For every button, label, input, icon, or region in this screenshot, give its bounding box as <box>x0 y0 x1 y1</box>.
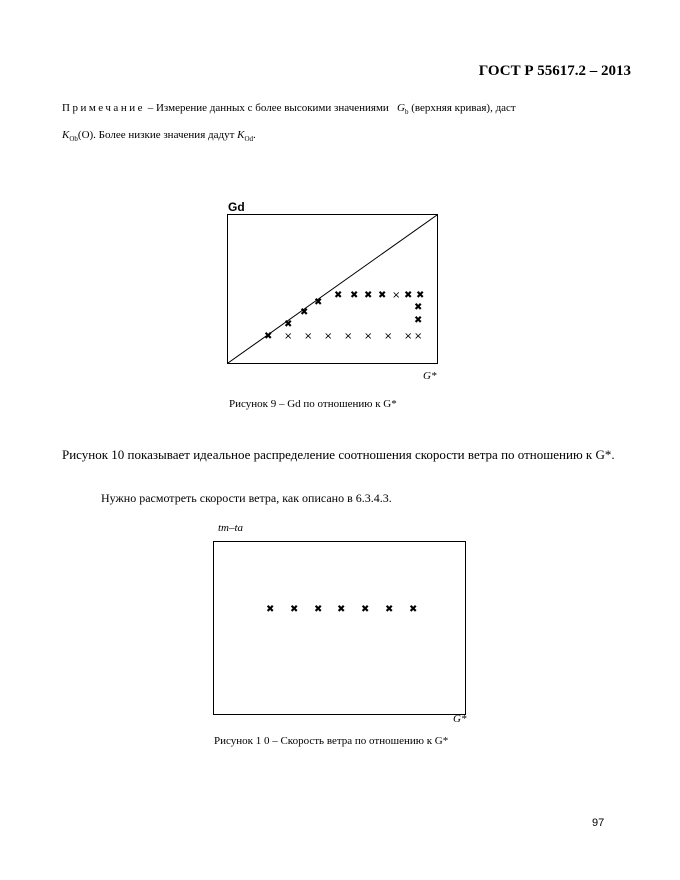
figure10-marker: ✖ <box>409 604 418 615</box>
figure9-plot-area <box>227 214 438 364</box>
figure9-marker: × <box>404 331 413 342</box>
note-text-3: (O). Более низкие значения дадут <box>77 129 235 142</box>
figure10-marker: ✖ <box>314 604 323 615</box>
figure9-marker: × <box>392 290 401 301</box>
figure10-marker: ✖ <box>337 604 346 615</box>
figure10-marker: ✖ <box>266 604 275 615</box>
figure9-marker: ✖ <box>264 331 273 342</box>
figure9-marker: × <box>284 331 293 342</box>
figure9-marker: ✖ <box>300 307 309 318</box>
note-text-2: (верхняя кривая), даст <box>411 102 516 114</box>
figure9-marker: ✖ <box>416 290 425 301</box>
figure9-marker: ✖ <box>284 319 293 330</box>
note-k2-symbol: K <box>237 129 245 142</box>
figure10-caption: Рисунок 1 0 – Скорость ветра по отношению к G* <box>214 735 449 747</box>
figure9-caption: Рисунок 9 – Gd по отношению к G* <box>229 398 397 410</box>
document-header: ГОСТ Р 55617.2 – 2013 <box>478 63 631 79</box>
note-label: Примечание <box>62 102 145 114</box>
figure9-marker: × <box>364 331 373 342</box>
figure9-marker: ✖ <box>314 297 323 308</box>
figure9-marker: × <box>344 331 353 342</box>
body-paragraph-1: Рисунок 10 показывает идеальное распределение соотношения скорости ветра по отношению к G*. <box>62 447 615 462</box>
figure9-marker: × <box>324 331 333 342</box>
figure10-marker: ✖ <box>385 604 394 615</box>
note-text-4: . <box>253 129 256 142</box>
note-text-1: Измерение данных с более высокими значениями <box>155 102 389 114</box>
figure9-marker: ✖ <box>378 290 387 301</box>
note-k-symbol: K <box>62 129 70 142</box>
page-number: 97 <box>592 817 605 829</box>
note-k-subscript: Ob <box>69 135 78 144</box>
figure10-marker: ✖ <box>361 604 370 615</box>
figure10-marker: ✖ <box>290 604 299 615</box>
figure10-plot-area <box>213 541 466 715</box>
figure9-marker: ✖ <box>404 290 413 301</box>
note-k2-subscript: Od <box>244 135 254 144</box>
note-paragraph <box>62 97 631 151</box>
figure9-marker: × <box>414 331 423 342</box>
figure9-marker: × <box>384 331 393 342</box>
note-g-subscript: b <box>405 108 409 117</box>
figure9-marker: ✖ <box>414 315 423 326</box>
note-dash: – <box>147 102 154 114</box>
figure9-marker: ✖ <box>364 290 373 301</box>
figure10-y-label: tm–ta <box>218 522 244 534</box>
figure9-marker: ✖ <box>334 290 343 301</box>
note-g-symbol: G <box>397 102 405 114</box>
figure9-marker: × <box>304 331 313 342</box>
figure9-y-label: Gd <box>228 200 245 214</box>
body-paragraph-2: Нужно расмотреть скорости ветра, как описано в 6.3.4.3. <box>101 491 392 505</box>
figure9-x-label: G* <box>423 370 437 382</box>
figure10-x-label: G* <box>453 713 467 725</box>
figure9-marker: ✖ <box>350 290 359 301</box>
figure9-marker: ✖ <box>414 302 423 313</box>
